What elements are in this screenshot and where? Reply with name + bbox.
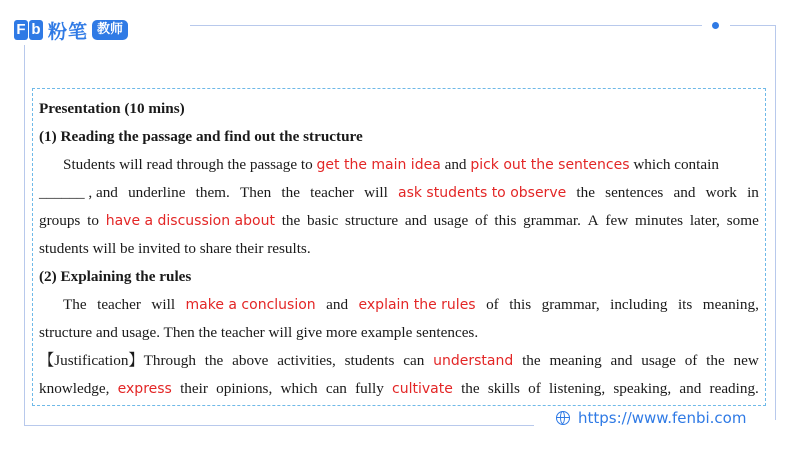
highlight-phrase: make a conclusion [185, 297, 316, 313]
footer-website[interactable] [556, 409, 746, 427]
word: listening, [549, 380, 606, 397]
bottom-border [24, 425, 534, 426]
word: meaning [549, 352, 602, 369]
right-border [775, 25, 776, 420]
word: the [281, 212, 301, 229]
word: activities, [277, 352, 336, 369]
p2-line2: structure and usage. Then the teacher will give more example sentences. [39, 324, 479, 341]
heading: Presentation (10 mins) [39, 100, 185, 117]
word: the [576, 184, 595, 201]
word: meaning, [702, 296, 759, 313]
highlight-phrase: have a discussion about [105, 213, 275, 229]
p1-line3 [39, 207, 759, 235]
word: of [486, 296, 499, 313]
word: speaking, [613, 380, 672, 397]
word: the [204, 352, 224, 369]
highlight-phrase: understand [433, 353, 514, 369]
word: will [151, 296, 176, 313]
word: will [364, 184, 388, 201]
logo-tag: 教师 [92, 20, 128, 40]
highlight-phrase: ask students to observe [398, 185, 567, 201]
top-dot [712, 22, 719, 29]
section2-title: (2) Explaining the rules [39, 268, 192, 285]
website-url[interactable]: https://www.fenbi.com [578, 409, 747, 427]
fenbi-logo [14, 18, 128, 42]
word: and [326, 296, 349, 313]
word: underline [128, 184, 186, 201]
word: grammar. [523, 212, 581, 229]
word: and [610, 352, 633, 369]
p3-line2 [39, 375, 759, 403]
word: of [474, 212, 488, 229]
word: usage [641, 352, 676, 369]
highlight-phrase: pick out the sentences [470, 157, 630, 173]
word: grammar, [541, 296, 600, 313]
p3-line1 [39, 347, 759, 375]
p1-line2 [39, 179, 759, 207]
word: skills [487, 380, 520, 397]
word: and [673, 184, 696, 201]
word: groups [39, 212, 81, 229]
highlight-phrase: explain the rules [358, 297, 476, 313]
word: the [522, 352, 541, 369]
logo-brand: 粉笔 [48, 20, 89, 43]
highlight-phrase: get the main idea [316, 157, 441, 173]
word: usage [433, 212, 469, 229]
word: the [461, 380, 480, 397]
text-segment: and [440, 156, 471, 173]
logo-letter-f: F [14, 20, 28, 40]
globe-icon [556, 411, 570, 425]
word: and [679, 380, 702, 397]
word: 【Justification】Through [39, 352, 196, 369]
word: their [180, 380, 208, 397]
word: them. [195, 184, 230, 201]
word: which [280, 380, 318, 397]
text-segment: Students will read through the passage to [63, 156, 317, 173]
word: new [733, 352, 759, 369]
section1-title: (1) Reading the passage and find out the structure [39, 128, 363, 145]
top-divider [190, 25, 702, 26]
word: teacher [97, 296, 141, 313]
word: above [232, 352, 269, 369]
word: later, [689, 212, 720, 229]
word: this [509, 296, 532, 313]
word: in [747, 184, 759, 201]
word: can [325, 380, 347, 397]
word: reading. [709, 380, 759, 397]
word: its [677, 296, 693, 313]
p2-line1 [39, 291, 759, 319]
word: the [281, 184, 300, 201]
word: teacher [310, 184, 354, 201]
word: the [706, 352, 725, 369]
word: of [528, 380, 541, 397]
text-segment: which contain [629, 156, 719, 173]
word: and [404, 212, 427, 229]
highlight-phrase: express [117, 381, 172, 397]
word: students [344, 352, 395, 369]
word: this [494, 212, 517, 229]
top-right-divider [730, 25, 775, 26]
p1-line4: students will be invited to share their results. [39, 240, 311, 257]
word: fully [355, 380, 384, 397]
word: Then [239, 184, 272, 201]
word: of [684, 352, 698, 369]
left-border [24, 45, 25, 425]
word: some [726, 212, 759, 229]
word: ______ , and [39, 184, 118, 201]
word: can [403, 352, 425, 369]
p1-line1 [39, 151, 759, 179]
word: structure [345, 212, 399, 229]
word: including [610, 296, 668, 313]
word: The [63, 296, 87, 313]
word: minutes [634, 212, 684, 229]
word: sentences [605, 184, 664, 201]
word: basic [307, 212, 339, 229]
logo-mark [14, 20, 44, 40]
word: knowledge, [39, 380, 110, 397]
highlight-phrase: cultivate [392, 381, 453, 397]
word: few [605, 212, 629, 229]
word: A [587, 212, 599, 229]
lesson-content [32, 88, 766, 406]
logo-letter-b: b [29, 20, 43, 40]
word: opinions, [216, 380, 273, 397]
word: work [705, 184, 737, 201]
word: to [87, 212, 99, 229]
